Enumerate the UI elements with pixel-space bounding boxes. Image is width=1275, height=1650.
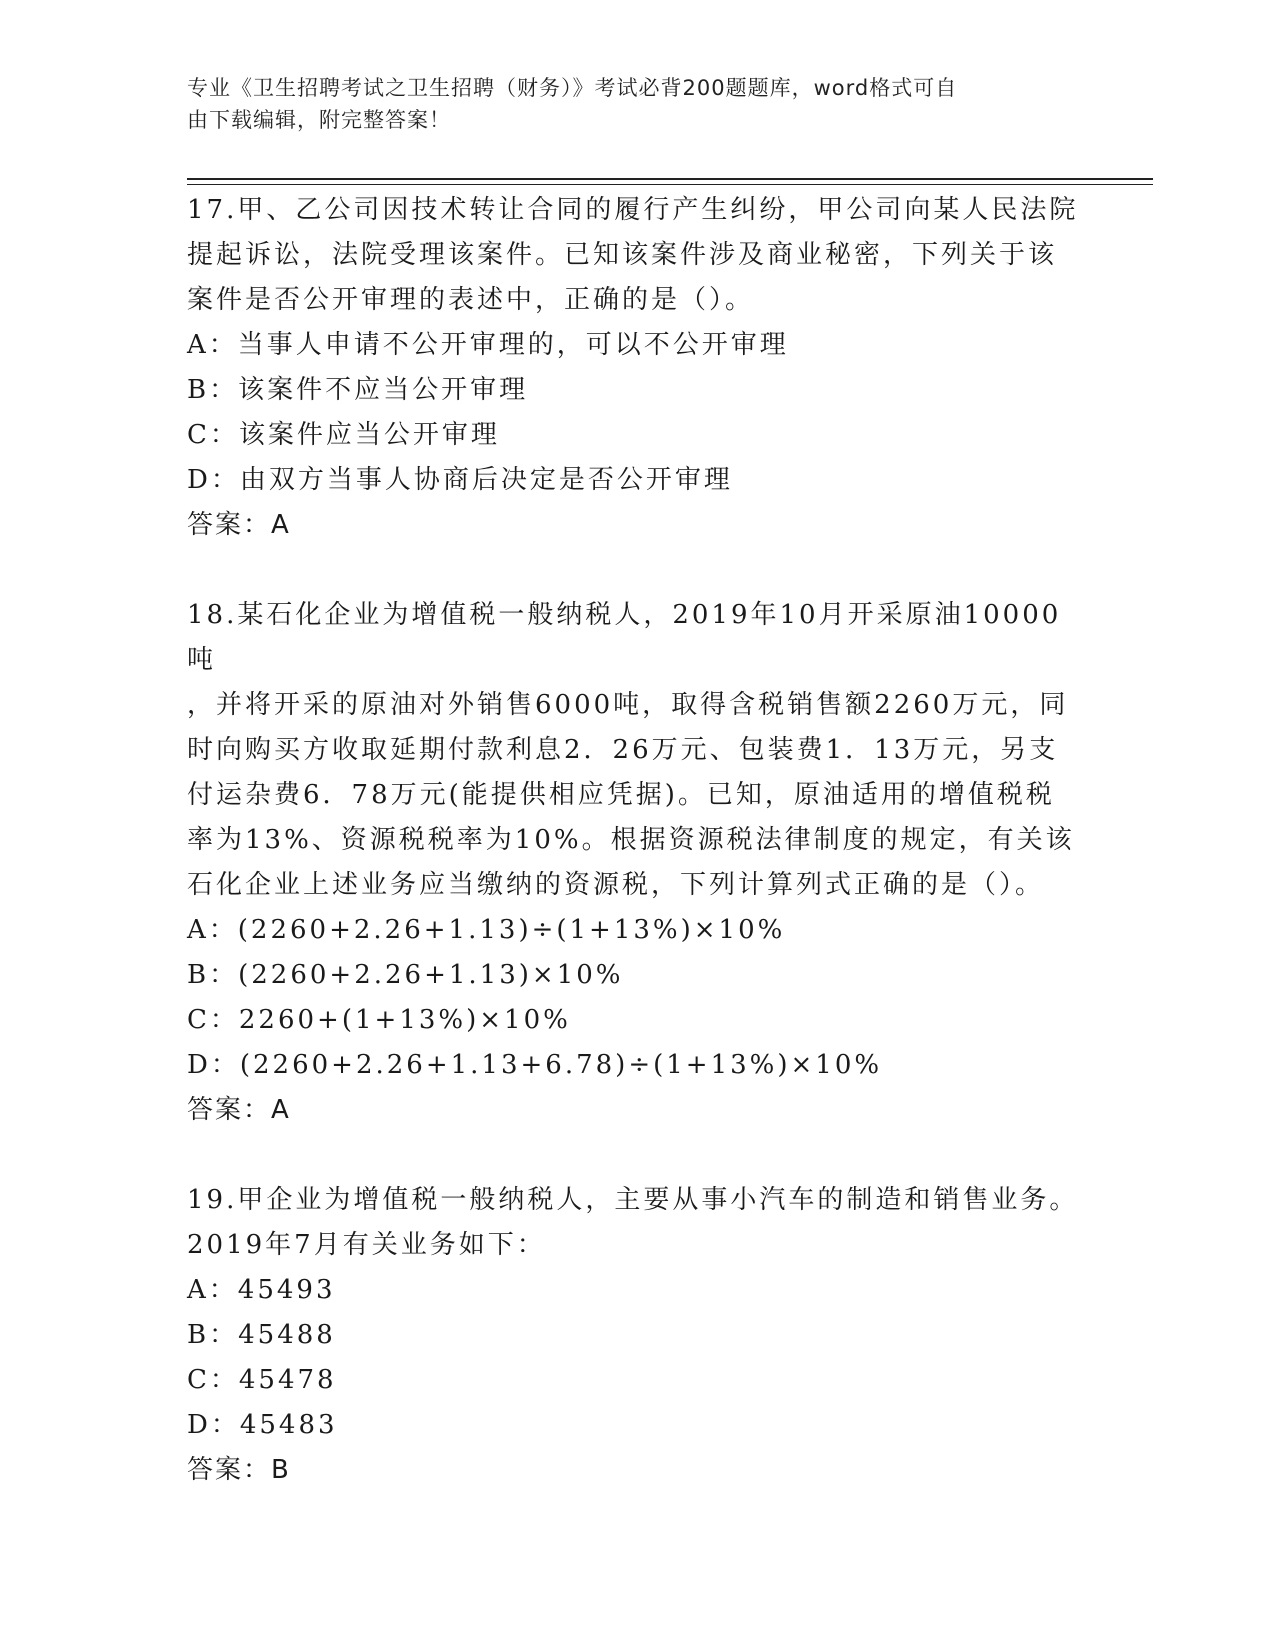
document-header bbox=[187, 72, 1067, 136]
question-17-option-d: D：由双方当事人协商后决定是否公开审理 bbox=[187, 465, 733, 495]
question-19-line-2: 2019年7月有关业务如下： bbox=[187, 1230, 546, 1260]
question-17-option-a: A：当事人申请不公开审理的，可以不公开审理 bbox=[187, 330, 789, 360]
question-18-option-a: A：(2260+2.26+1.13)÷(1+13%)×10% bbox=[187, 915, 786, 945]
question-18-line-2: ，并将开采的原油对外销售6000吨，取得含税销售额2260万元，同 bbox=[187, 690, 1069, 720]
question-18-option-b: B：(2260+2.26+1.13)×10% bbox=[187, 960, 624, 990]
question-17-option-c: C：该案件应当公开审理 bbox=[187, 420, 500, 450]
question-18-line-1: 18.某石化企业为增值税一般纳税人，2019年10月开采原油10000吨 bbox=[187, 600, 1062, 675]
header-line-1: 专业《卫生招聘考试之卫生招聘（财务）》考试必背200题题库，word格式可自 bbox=[187, 76, 958, 100]
question-18-line-6: 石化企业上述业务应当缴纳的资源税，下列计算列式正确的是（）。 bbox=[187, 870, 1045, 900]
question-19-answer: 答案：B bbox=[187, 1455, 291, 1485]
question-17 bbox=[187, 188, 1087, 548]
question-18-option-d: D：(2260+2.26+1.13+6.78)÷(1+13%)×10% bbox=[187, 1050, 883, 1080]
spacer bbox=[187, 548, 1087, 593]
question-19-line-1: 19.甲企业为增值税一般纳税人，主要从事小汽车的制造和销售业务。 bbox=[187, 1185, 1079, 1215]
question-19-option-a: A：45493 bbox=[187, 1275, 336, 1305]
question-17-line-2: 提起诉讼，法院受理该案件。已知该案件涉及商业秘密，下列关于该 bbox=[187, 240, 1058, 270]
question-19-option-b: B：45488 bbox=[187, 1320, 336, 1350]
question-19 bbox=[187, 1178, 1087, 1493]
question-list bbox=[187, 188, 1087, 1493]
question-17-line-3: 案件是否公开审理的表述中，正确的是（）。 bbox=[187, 285, 755, 315]
question-19-option-d: D：45483 bbox=[187, 1410, 338, 1440]
question-18-option-c: C：2260+(1+13%)×10% bbox=[187, 1005, 571, 1035]
question-18-answer: 答案：A bbox=[187, 1095, 291, 1125]
question-18-line-3: 时向购买方收取延期付款利息2．26万元、包装费1．13万元，另支 bbox=[187, 735, 1059, 765]
question-18-line-4: 付运杂费6．78万元(能提供相应凭据)。已知，原油适用的增值税税 bbox=[187, 780, 1055, 810]
header-divider-thick bbox=[187, 178, 1153, 180]
question-17-answer: 答案：A bbox=[187, 510, 291, 540]
question-19-option-c: C：45478 bbox=[187, 1365, 337, 1395]
question-18 bbox=[187, 593, 1087, 1133]
question-17-line-1: 17.甲、乙公司因技术转让合同的履行产生纠纷，甲公司向某人民法院 bbox=[187, 195, 1079, 225]
header-line-2: 由下载编辑，附完整答案！ bbox=[187, 108, 451, 132]
header-divider-thin bbox=[187, 184, 1153, 185]
spacer bbox=[187, 1133, 1087, 1178]
question-17-option-b: B：该案件不应当公开审理 bbox=[187, 375, 529, 405]
question-18-line-5: 率为13%、资源税税率为10%。根据资源税法律制度的规定，有关该 bbox=[187, 825, 1075, 855]
